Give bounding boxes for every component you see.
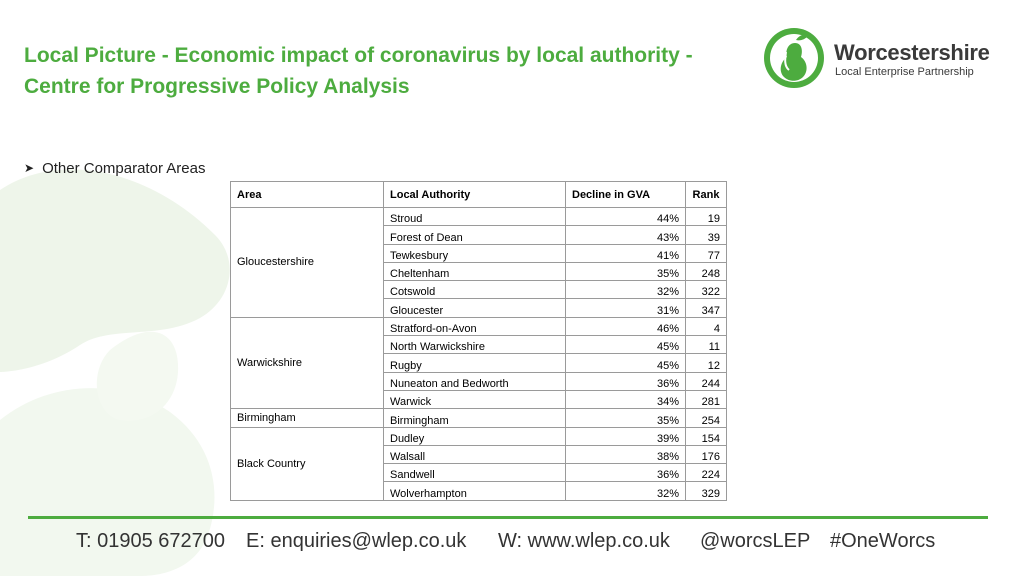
section-heading <box>24 160 205 177</box>
column-header-area: Area <box>231 182 384 208</box>
decline-cell: 36% <box>566 372 686 390</box>
footer-website-link[interactable]: W: www.wlep.co.uk <box>498 530 670 552</box>
authority-cell: Rugby <box>384 354 566 372</box>
authority-cell: Sandwell <box>384 464 566 482</box>
authority-cell: Cotswold <box>384 281 566 299</box>
authority-cell: Walsall <box>384 445 566 463</box>
column-header-decline-in-gva: Decline in GVA <box>566 182 686 208</box>
authority-cell: Dudley <box>384 427 566 445</box>
pear-logo-icon <box>762 26 826 90</box>
authority-cell: Cheltenham <box>384 262 566 280</box>
page-title: Local Picture - Economic impact of coronavirus by local authority - Centre for Progressive Policy Analysis <box>24 44 693 98</box>
rank-cell: 154 <box>686 427 727 445</box>
decline-cell: 31% <box>566 299 686 317</box>
decline-cell: 32% <box>566 482 686 500</box>
table-row <box>231 317 727 335</box>
decline-cell: 46% <box>566 317 686 335</box>
decline-cell: 39% <box>566 427 686 445</box>
decline-cell: 43% <box>566 226 686 244</box>
authority-cell: Stroud <box>384 208 566 226</box>
comparator-table <box>230 181 727 501</box>
logo-subtitle: Local Enterprise Partnership <box>835 66 974 78</box>
rank-cell: 248 <box>686 262 727 280</box>
rank-cell: 281 <box>686 390 727 408</box>
rank-cell: 254 <box>686 409 727 427</box>
authority-cell: Stratford-on-Avon <box>384 317 566 335</box>
authority-cell: Birmingham <box>384 409 566 427</box>
rank-cell: 224 <box>686 464 727 482</box>
column-header-local-authority: Local Authority <box>384 182 566 208</box>
rank-cell: 12 <box>686 354 727 372</box>
footer-phone: T: 01905 672700 <box>76 530 226 552</box>
decline-cell: 32% <box>566 281 686 299</box>
authority-cell: Warwick <box>384 390 566 408</box>
footer-twitter-link[interactable]: @worcsLEP <box>700 530 811 552</box>
rank-cell: 11 <box>686 336 727 354</box>
authority-cell: Wolverhampton <box>384 482 566 500</box>
authority-cell: Nuneaton and Bedworth <box>384 372 566 390</box>
rank-cell: 329 <box>686 482 727 500</box>
decline-cell: 38% <box>566 445 686 463</box>
rank-cell: 77 <box>686 244 727 262</box>
rank-cell: 244 <box>686 372 727 390</box>
rank-cell: 19 <box>686 208 727 226</box>
rank-cell: 347 <box>686 299 727 317</box>
decline-cell: 41% <box>566 244 686 262</box>
footer-email-link[interactable]: E: enquiries@wlep.co.uk <box>246 530 467 552</box>
area-cell: Warwickshire <box>231 317 384 408</box>
rank-cell: 322 <box>686 281 727 299</box>
section-heading-text: Other Comparator Areas <box>42 160 206 177</box>
authority-cell: Tewkesbury <box>384 244 566 262</box>
table-row <box>231 208 727 226</box>
column-header-rank: Rank <box>686 182 727 208</box>
authority-cell: North Warwickshire <box>384 336 566 354</box>
decline-cell: 35% <box>566 409 686 427</box>
rank-cell: 39 <box>686 226 727 244</box>
decline-cell: 35% <box>566 262 686 280</box>
authority-cell: Forest of Dean <box>384 226 566 244</box>
table-header-row <box>231 182 727 208</box>
footer-contact-bar <box>0 530 1024 560</box>
area-cell: Black Country <box>231 427 384 500</box>
decline-cell: 45% <box>566 336 686 354</box>
decline-cell: 45% <box>566 354 686 372</box>
table-row <box>231 409 727 427</box>
decline-cell: 34% <box>566 390 686 408</box>
area-cell: Gloucestershire <box>231 208 384 318</box>
footer-divider <box>28 516 988 519</box>
rank-cell: 4 <box>686 317 727 335</box>
worcestershire-lep-logo <box>762 26 1002 90</box>
decline-cell: 36% <box>566 464 686 482</box>
rank-cell: 176 <box>686 445 727 463</box>
area-cell: Birmingham <box>231 409 384 427</box>
footer-hashtag: #OneWorcs <box>830 530 936 552</box>
decline-cell: 44% <box>566 208 686 226</box>
arrow-bullet-icon: ➤ <box>24 161 35 175</box>
authority-cell: Gloucester <box>384 299 566 317</box>
logo-name: Worcestershire <box>834 40 990 65</box>
table-row <box>231 427 727 445</box>
